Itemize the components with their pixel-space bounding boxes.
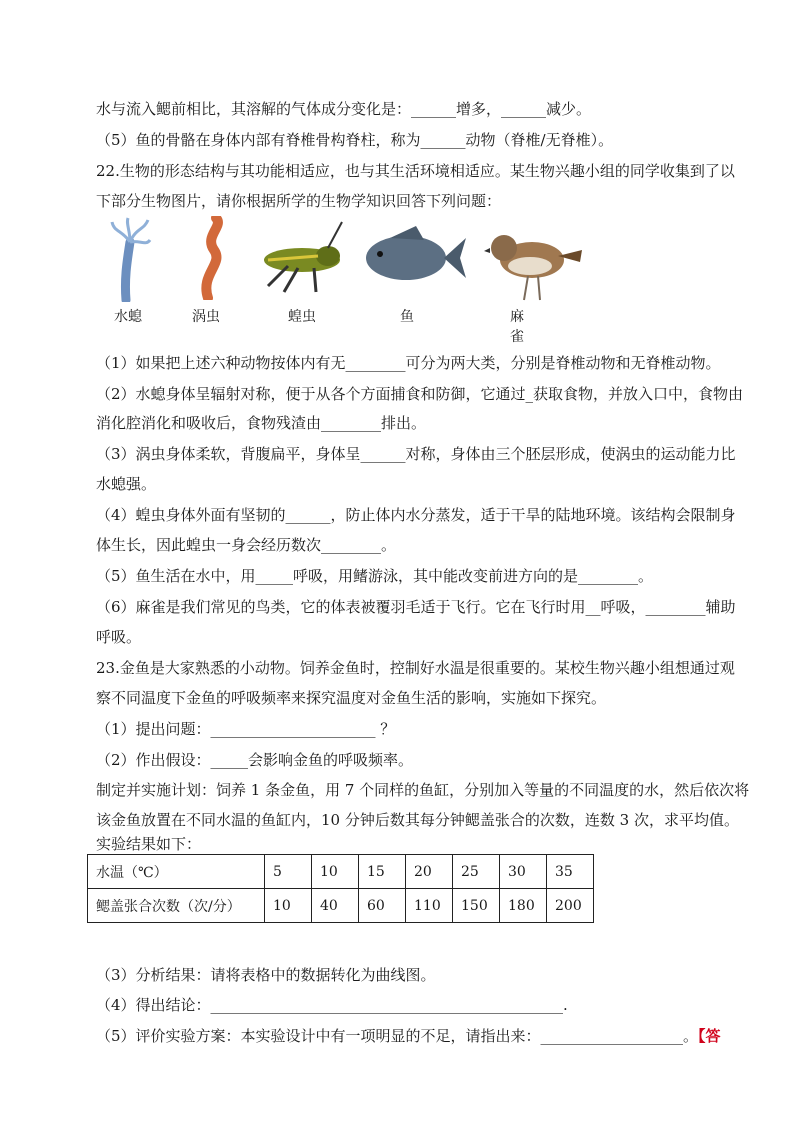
question-23-4: （4）得出结论：_______________________________________________.	[96, 996, 568, 1014]
question-22-5: （5）鱼生活在水中，用_____呼吸，用鳍游泳，其中能改变前进方向的是________。	[96, 567, 654, 585]
result-title: 实验结果如下：	[96, 835, 202, 853]
animal-label-hydra: 水螅	[114, 309, 142, 325]
question-23-stem-cont: 察不同温度下金鱼的呼吸频率来探究温度对金鱼生活的影响，实施如下探究。	[96, 689, 607, 707]
question-22-3: （3）涡虫身体柔软，背腹扁平，身体呈______对称，身体由三个胚层形成，使涡虫的运动能力比	[96, 445, 736, 463]
plan-text-cont: 该金鱼放置在不同水温的鱼缸内，10 分钟后数其每分钟鳃盖张合的次数，连数 3 次，求平均值。	[96, 811, 739, 829]
question-23-1: （1）提出问题：______________________ ？	[96, 720, 396, 738]
table-cell: 35	[547, 855, 594, 889]
text-line: （5）鱼的骨骼在身体内部有脊椎骨构脊柱，称为______动物（脊椎/无脊椎）。	[96, 131, 614, 149]
table-cell: 60	[359, 889, 406, 923]
question-23-5	[96, 1025, 721, 1046]
table-cell: 20	[406, 855, 453, 889]
table-cell: 150	[453, 889, 500, 923]
planarian-icon	[194, 216, 228, 300]
question-23-5-text: （5）评价实验方案：本实验设计中有一项明显的不足，请指出来：___________________。	[96, 1027, 699, 1045]
sparrow-icon	[484, 216, 584, 302]
table-row	[88, 855, 594, 889]
animal-label-sparrow: 麻雀	[510, 309, 524, 345]
table-header-cell: 水温（℃）	[88, 855, 265, 889]
question-22-6: （6）麻雀是我们常见的鸟类，它的体表被覆羽毛适于飞行。它在飞行时用__呼吸，________辅助	[96, 598, 736, 616]
answer-marker: 【答	[698, 1027, 721, 1045]
animal-label-locust: 蝗虫	[288, 309, 316, 325]
table-cell: 25	[453, 855, 500, 889]
table-cell: 30	[500, 855, 547, 889]
table-cell: 110	[406, 889, 453, 923]
question-23-stem: 23.金鱼是大家熟悉的小动物。饲养金鱼时，控制好水温是很重要的。某校生物兴趣小组想通过观	[96, 659, 735, 677]
animal-figures	[96, 216, 524, 345]
locust-icon	[258, 216, 350, 296]
fish-icon	[360, 216, 468, 296]
text-line: 水与流入鳃前相比，其溶解的气体成分变化是：______增多，______减少。	[96, 100, 592, 118]
table-cell: 10	[265, 889, 312, 923]
table-cell: 5	[265, 855, 312, 889]
question-23-3: （3）分析结果：请将表格中的数据转化为曲线图。	[96, 966, 436, 984]
question-22-2: （2）水螅身体呈辐射对称，便于从各个方面捕食和防御，它通过_获取食物，并放入口中，食物由	[96, 385, 744, 403]
table-cell: 200	[547, 889, 594, 923]
question-23-2: （2）作出假设：_____会影响金鱼的呼吸频率。	[96, 751, 414, 769]
table-cell: 10	[312, 855, 359, 889]
question-22-stem: 22.生物的形态结构与其功能相适应，也与其生活环境相适应。某生物兴趣小组的同学收集到了以	[96, 162, 735, 180]
question-22-1: （1）如果把上述六种动物按体内有无________可分为两大类，分别是脊椎动物和无脊椎动物。	[96, 354, 721, 372]
table-header-cell: 鳃盖张合次数（次/分）	[88, 889, 265, 923]
hydra-icon	[108, 216, 152, 302]
table-row	[88, 889, 594, 923]
question-22-2-cont: 消化腔消化和吸收后，食物残渣由________排出。	[96, 414, 427, 432]
result-table	[87, 854, 594, 923]
question-22-3-cont: 水螅强。	[96, 475, 157, 493]
animal-label-fish: 鱼	[400, 309, 414, 325]
plan-text: 制定并实施计划：饲养 1 条金鱼，用 7 个同样的鱼缸，分别加入等量的不同温度的水，然后依次将	[96, 781, 750, 799]
table-cell: 15	[359, 855, 406, 889]
question-22-4-cont: 体生长，因此蝗虫一身会经历数次________。	[96, 536, 397, 554]
question-22-6-cont: 呼吸。	[96, 628, 142, 646]
question-22-4: （4）蝗虫身体外面有坚韧的______，防止体内水分蒸发，适于干旱的陆地环境。该结构会限制身	[96, 506, 736, 524]
question-22-stem-cont: 下部分生物图片，请你根据所学的生物学知识回答下列问题：	[96, 192, 502, 210]
table-cell: 180	[500, 889, 547, 923]
table-cell: 40	[312, 889, 359, 923]
animal-label-planarian: 涡虫	[192, 309, 220, 325]
